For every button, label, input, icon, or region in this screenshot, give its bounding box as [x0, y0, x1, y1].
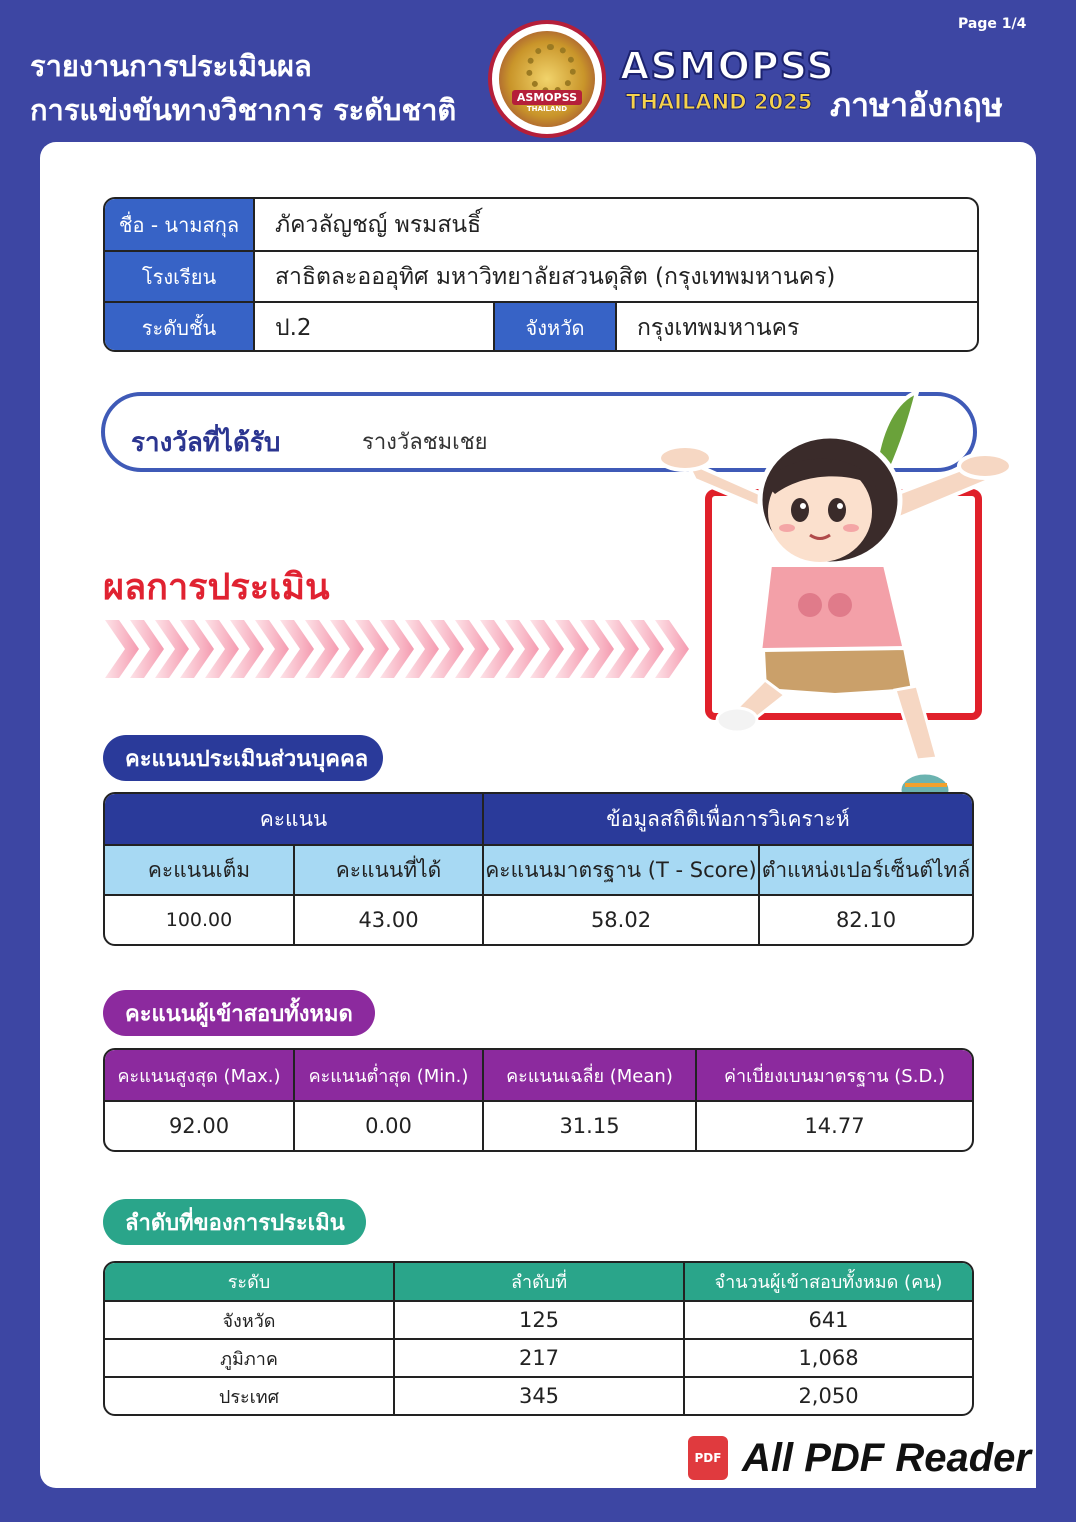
province-label: จังหวัด — [493, 303, 615, 352]
individual-value-row — [105, 894, 972, 944]
max-header: คะแนนสูงสุด (Max.) — [117, 1065, 281, 1087]
rank-total: 2,050 — [683, 1378, 972, 1414]
brand-name: ASMOPSS — [620, 44, 835, 88]
rank-position: 125 — [393, 1302, 683, 1338]
min-header: คะแนนต่ำสุด (Min.) — [293, 1050, 482, 1100]
logo-subtext: THAILAND — [526, 105, 568, 113]
watermark-text: All PDF Reader — [742, 1435, 1031, 1480]
rank-level: จังหวัด — [222, 1310, 276, 1332]
rank-total: 1,068 — [683, 1340, 972, 1376]
rank-title: ลำดับที่ของการประเมิน — [103, 1199, 366, 1245]
asmopss-logo — [488, 20, 606, 138]
brand-year: THAILAND 2025 — [626, 90, 813, 114]
t-score-header: คะแนนมาตรฐาน (T - Score) — [482, 846, 758, 894]
obtained-score-value: 43.00 — [293, 896, 482, 944]
rank-row-country — [105, 1376, 972, 1414]
individual-group-row — [105, 794, 972, 844]
result-title: ผลการประเมิน — [103, 567, 330, 608]
grade-row — [105, 301, 977, 352]
min-value: 0.00 — [293, 1102, 482, 1150]
student-info-table — [103, 197, 979, 352]
rank-row-province — [105, 1300, 972, 1338]
individual-header-row — [105, 844, 972, 894]
rank-header: ลำดับที่ — [393, 1263, 683, 1300]
rank-position: 345 — [393, 1378, 683, 1414]
obtained-score-header: คะแนนที่ได้ — [293, 846, 482, 894]
province-value: กรุงเทพมหานคร — [615, 303, 977, 352]
award-label: รางวัลที่ได้รับ — [131, 428, 281, 458]
group-score-header: คะแนน — [259, 806, 328, 831]
percentile-header: ตำแหน่งเปอร์เซ็นต์ไทล์ — [758, 846, 972, 894]
grade-label: ระดับชั้น — [105, 303, 253, 352]
school-row — [105, 250, 977, 301]
school-name: สาธิตละอออุทิศ มหาวิทยาลัยสวนดุสิต (กรุงเทพมหานคร) — [253, 252, 977, 301]
rank-row-region — [105, 1338, 972, 1376]
total-header: จำนวนผู้เข้าสอบทั้งหมด (คน) — [683, 1263, 972, 1300]
name-row — [105, 199, 977, 250]
report-title — [30, 44, 456, 132]
group-stats-header: ข้อมูลสถิติเพื่อการวิเคราะห์ — [482, 794, 972, 844]
page-number: Page 1/4 — [958, 16, 1027, 32]
app-watermark — [676, 1428, 1036, 1488]
rank-header-row — [105, 1263, 972, 1300]
rank-level: ประเทศ — [218, 1386, 280, 1408]
mean-value: 31.15 — [482, 1102, 695, 1150]
all-header-row — [105, 1050, 972, 1100]
sd-header: ค่าเบี่ยงเบนมาตรฐาน (S.D.) — [695, 1050, 972, 1100]
all-score-title: คะแนนผู้เข้าสอบทั้งหมด — [103, 990, 375, 1036]
max-value: 92.00 — [168, 1114, 230, 1138]
rank-position: 217 — [393, 1340, 683, 1376]
full-score-header: คะแนนเต็ม — [147, 857, 251, 882]
full-score-value: 100.00 — [165, 909, 233, 931]
report-title-line1: รายงานการประเมินผล — [30, 49, 312, 83]
report-title-line2: การแข่งขันทางวิชาการ ระดับชาติ — [30, 93, 457, 127]
girl-illustration — [655, 390, 1015, 830]
chevron-shape — [105, 620, 139, 678]
all-value-row — [105, 1100, 972, 1150]
level-header: ระดับ — [227, 1272, 271, 1293]
percentile-value: 82.10 — [758, 896, 972, 944]
logo-text: ASMOPSS — [512, 90, 582, 105]
individual-score-table — [103, 792, 974, 946]
individual-score-title: คะแนนประเมินส่วนบุคคล — [103, 735, 383, 781]
all-score-table — [103, 1048, 974, 1152]
grade-value: ป.2 — [253, 303, 493, 352]
mean-header: คะแนนเฉลี่ย (Mean) — [482, 1050, 695, 1100]
rank-table — [103, 1261, 974, 1416]
rank-total: 641 — [683, 1302, 972, 1338]
award-value: รางวัลชมเชย — [362, 430, 488, 455]
t-score-value: 58.02 — [482, 896, 758, 944]
subject-name: ภาษาอังกฤษ — [830, 86, 1003, 124]
pdf-icon: PDF — [688, 1436, 728, 1480]
student-name: ภัควลัญชญ์ พรมสนธิ์ — [253, 199, 977, 250]
chevron-decoration — [105, 620, 690, 678]
name-label: ชื่อ - นามสกุล — [105, 199, 253, 250]
rank-level: ภูมิภาค — [220, 1348, 278, 1370]
sd-value: 14.77 — [695, 1102, 972, 1150]
school-label: โรงเรียน — [105, 252, 253, 301]
